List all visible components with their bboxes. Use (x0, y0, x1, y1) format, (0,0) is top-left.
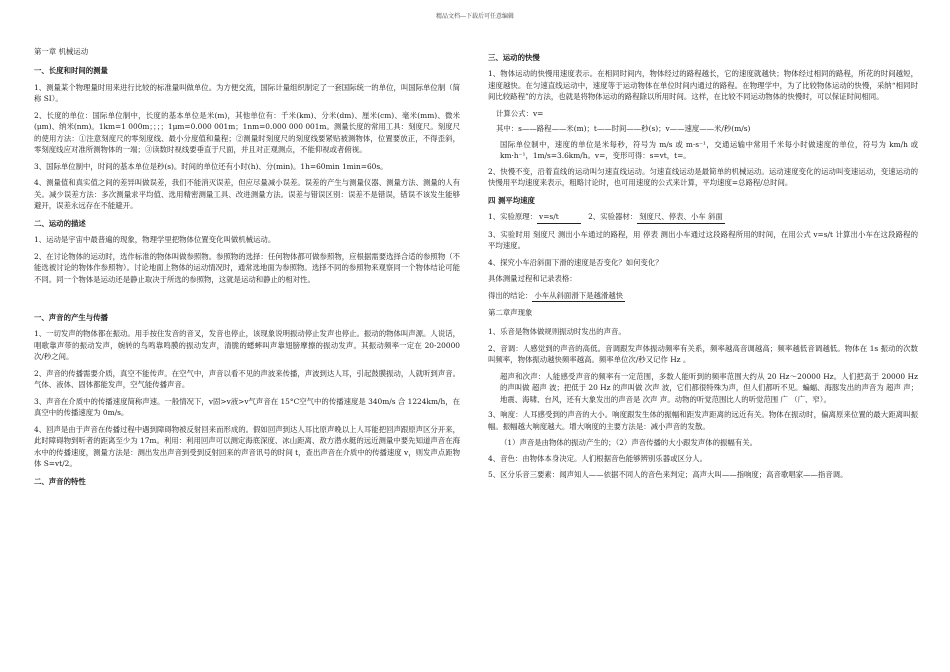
conclusion-line (488, 290, 918, 302)
experiment-line (488, 211, 918, 223)
paragraph: 1、一切发声的物体都在振动。用手按住发音的音叉，发音也停止，该现象说明振动停止发声也停止。振动的物体叫声源。人说话，唱歌靠声带的振动发声，婉转的鸟鸣靠鸣膜的振动发声，清脆的蟋蟀叫声靠翅膀摩擦的振动发声。其振动频率一定在 20-20000 次/秒之间。 (34, 329, 460, 362)
section-heading: 三、运动的快慢 (488, 53, 540, 62)
label: 1、实验原理： (488, 212, 538, 222)
paragraph: （1）声音是由物体的振动产生的；（2）声音传播的大小跟发声体的振幅有关。 (500, 438, 757, 448)
chapter-title: 第一章 机械运动 (34, 47, 89, 56)
paragraph: 1、运动是宇宙中最普遍的现象，物理学里把物体位置变化叫做机械运动。 (34, 235, 276, 245)
paragraph: 2、长度的单位：国际单位制中，长度的基本单位是米(m)，其他单位有：千米(km)、分米(dm)、厘米(cm)、毫米(mm)、微米(μm)、纳米(nm)。1km=1 000m；；；；1μm=0.000 001m；1nm=0.000 000 001m。测量长度的常用工具：刻度尺。刻度尺的使用方法：①注意刻度尺的零刻度线、最小分度值和量程；②测量时刻度尺的刻度线要紧贴被测物体，位置要放正，不得歪斜，零刻度线应对准所测物体的一端；③读数时视线要垂直于尺面，并且对正观测点，不能仰视或者俯视。 (34, 110, 460, 155)
section-heading: 一、长度和时间的测量 (34, 66, 108, 76)
formula-label: 计算公式：v= (496, 108, 544, 118)
paragraph: 4、回声是由于声音在传播过程中遇到障碍物被反射回来而形成的。假如回声到达人耳比原声晚以上人耳能把回声跟原声区分开来，此时障碍物到听者的距离至少为 17m。利用：利用回声可以测定海底深度、冰山距离、敌方潜水艇的远近测量中要先知道声音在海水中的传播速度，测量方法是：测出发出声音到受到反射回来的声音讯号的时间 t，查出声音在介质中的传播速度 v，则发声点距物体 S=vt/2。 (34, 424, 460, 469)
page-banner: 精品文档---下载后可任意编辑 (435, 13, 515, 20)
left-column (34, 46, 460, 492)
answer-blank: 刻度尺、停表、小车 斜面 (637, 211, 725, 223)
paragraph: 3、响度：人耳感受到的声音的大小。响度跟发生体的振幅和距发声距离的远近有关。物体在振动时，偏离原来位置的最大距离叫振幅。振幅越大响度越大。增大响度的主要方法是：减小声音的发散。 (488, 410, 918, 431)
paragraph: 3、国际单位制中，时间的基本单位是秒(s)。时间的单位还有小时(h)、分(min)。1h=60min 1min=60s。 (34, 161, 388, 171)
section-heading: 二、声音的特性 (34, 476, 86, 486)
chapter-title: 第二章声现象 (488, 307, 533, 317)
answer-blank: v=s/t (537, 211, 581, 223)
paragraph: 2、声音的传播需要介质，真空不能传声。在空气中，声音以看不见的声波来传播，声波到达人耳，引起鼓膜振动，人就听到声音。气体、液体、固体都能发声，空气能传播声音。 (34, 368, 460, 390)
paragraph: 4、音色：由物体本身决定。人们根据音色能够辨别乐器或区分人。 (488, 453, 708, 463)
paragraph: 1、物体运动的快慢用速度表示。在相同时间内，物体经过的路程越长，它的速度就越快；物体经过相同的路程，所花的时间越短，速度越快。在匀速直线运动中，速度等于运动物体在单位时间内通过的路程。在物理学中，为了比较物体运动的快慢，采纳“相同时间比较路程”的方法，也就是将物体运动的路程除以所用时间。这样，在比较不同运动物体的快慢时，可以保证时间相同。 (488, 69, 918, 102)
label: 2、实验器材： (588, 212, 638, 222)
paragraph: 2、音调：人感觉到的声音的高低。音调跟发声体振动频率有关系，频率越高音调越高；频率越低音调越低。物体在 1s 振动的次数叫频率，物体振动越快频率越高。频率单位次/秒又记作 Hz 。 (488, 343, 918, 365)
label: 得出的结论： (488, 290, 533, 300)
paragraph: 国际单位制中，速度的单位是米每秒，符号为 m/s 或 m·s⁻¹，交通运输中常用千米每小时做速度的单位，符号为 km/h 或 km·h⁻¹，1m/s=3.6km/h。v=，变形可得：s=vt，t=。 (500, 139, 918, 161)
paragraph: 2、快慢不变，沿着直线的运动叫匀速直线运动。匀速直线运动是最简单的机械运动。运动速度变化的运动叫变速运动，变速运动的快慢用平均速度来表示，粗略讨论时，也可用速度的公式来计算，平均速度=总路程/总时间。 (488, 166, 918, 188)
section-heading: 四 测平均速度 (488, 195, 535, 205)
paragraph: 3、声音在介质中的传播速度简称声速。一般情况下，v固>v液>v气声音在 15°C空气中的传播速度是 340m/s 合 1224km/h，在真空中的传播速度为 0m/s。 (34, 396, 460, 418)
paragraph: 超声和次声：人能感受声音的频率有一定范围，多数人能听到的频率范围大约从 20 Hz～20000 Hz。人们把高于 20000 Hz 的声叫做 超声 波；把低于 20 Hz 的声叫做 次声 波，它们都很特殊为声，但人们都听不见。蝙蝠、海豚发出的声音为 超声 声；地震、海啸、台风，还有大象发出的声音是 次声 声。动物的听觉范围比人的听觉范围 广 （广、窄）。 (500, 371, 918, 404)
paragraph: 4、测量值和真实值之间的差异叫做误差，我们不能消灭误差，但应尽量减小误差。误差的产生与测量仪器、测量方法、测量的人有关。减少误差方法：多次测量求平均值、选用精密测量工具、改进测量方法。误差与错误区别：误差不是错误，错误不该发生能够避开，误差永远存在不能避开。 (34, 178, 460, 211)
answer-blank: 小车从斜面滑下是越滑越快 (532, 290, 625, 302)
paragraph: 1、乐音是物体做规则振动时发出的声音。 (488, 327, 626, 337)
right-column (488, 46, 918, 486)
section-heading: 一、声音的产生与传播 (34, 312, 108, 322)
section-heading: 二、运动的描述 (34, 218, 86, 228)
paragraph: 2、在讨论物体的运动时，选作标准的物体叫做参照物。参照物的选择：任何物体都可做参照物，应根据需要选择合适的参照物（不能选被讨论的物体作参照物）。讨论地面上物体的运动情况时，通常选地面为参照物。选择不同的参照物来观察同一个物体结论可能不同。同一个物体是运动还是静止取决于所选的参照物，这就是运动和静止的相对性。 (34, 251, 460, 284)
formula-legend: 其中：s——路程——米(m)；t——时间——秒(s)；v——速度——米/秒(m/s) (496, 124, 751, 134)
paragraph: 5、区分乐音三要素：闻声知人——依据不同人的音色来判定；高声大叫——指响度；高音歌唱家——指音调。 (488, 470, 848, 480)
paragraph: 4、探究小车沿斜面下滑的速度是否变化？如何变化？ (488, 257, 663, 267)
paragraph: 1、测量某个物理量时用来进行比较的标准量叫做单位。为方便交流，国际计量组织制定了一套国际统一的单位，叫国际单位制（简称 SI）。 (34, 82, 460, 104)
paragraph: 3、实验时用 刻度尺 测出小车通过的路程，用 停表 测出小车通过这段路程所用的时间，在用公式 v=s/t 计算出小车在这段路程的平均速度。 (488, 229, 918, 251)
paragraph: 具体测量过程和记录表格： (488, 274, 577, 284)
